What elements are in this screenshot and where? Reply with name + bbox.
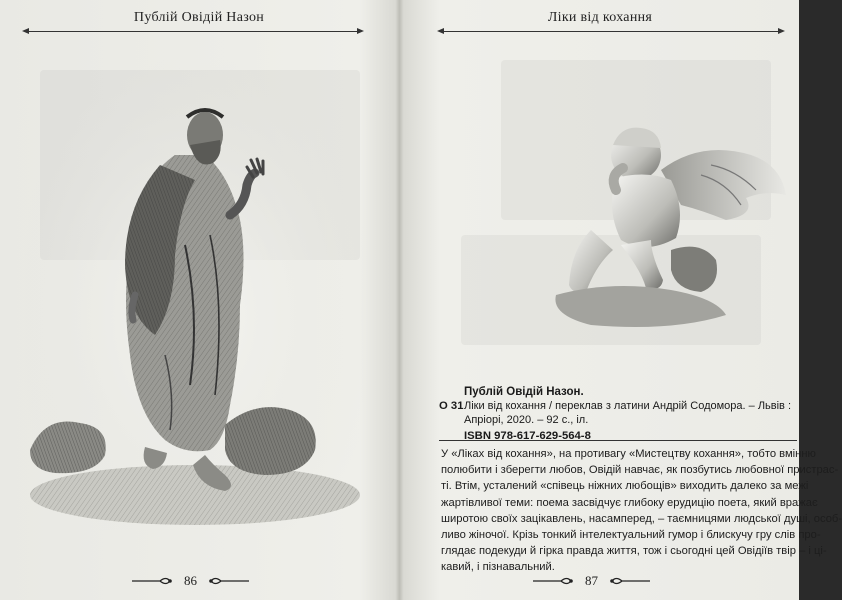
right-running-head: Ліки від кохання bbox=[547, 10, 653, 25]
ornament-right-icon bbox=[608, 576, 652, 586]
annotation-line: У «Ліках від кохання», на противагу «Мистецтву кохання», тобто вмінню bbox=[441, 448, 816, 460]
cip-bibliographic-line-continued: Апріорі, 2020. – 92 с., іл. bbox=[464, 414, 589, 426]
ovid-engraving-illustration bbox=[25, 55, 365, 530]
left-footer bbox=[130, 571, 251, 591]
cip-author-heading: Публій Овідій Назон. bbox=[464, 386, 584, 398]
cip-bibliographic-line: Ліки від кохання / переклав з латини Андрій Содомора. – Львів : bbox=[464, 400, 792, 412]
left-running-head: Публій Овідій Назон bbox=[133, 10, 265, 25]
annotation-line: широтою своїх зацікавлень, насамперед, – таємницями людської душі, особ- bbox=[441, 512, 842, 525]
annotation-paragraph bbox=[441, 446, 842, 576]
annotation-line: глядає подекуди й гірка правда життя, тож і сьогодні цей Овідіїв твір – і ці- bbox=[441, 545, 827, 558]
cip-catalog-code: О 31 bbox=[439, 400, 464, 412]
ornament-left-icon bbox=[130, 576, 174, 586]
annotation-line: жартівливої теми: поема засвідчує глибоку ерудицію поета, який вражає bbox=[441, 496, 818, 509]
annotation-line: кавий, і пізнавальний. bbox=[441, 561, 555, 574]
left-page bbox=[0, 0, 398, 600]
right-footer bbox=[531, 571, 652, 591]
annotation-line: ті. Втім, усталений «співець ніжних любощів» виходить далеко за межі bbox=[441, 480, 809, 493]
ornament-left-icon bbox=[531, 576, 575, 586]
right-header-rule bbox=[443, 31, 779, 32]
right-page-number: 87 bbox=[585, 573, 598, 588]
cip-isbn: ISBN 978-617-629-564-8 bbox=[464, 430, 591, 442]
right-page bbox=[401, 0, 842, 600]
annotation-line: ливо жіночої. Крізь тонкий інтелектуальний гумор і блискучу гру слів про- bbox=[441, 529, 821, 542]
left-header-rule bbox=[28, 31, 358, 32]
annotation-line: полюбити і зберегти любов, Овідій навчає, як позбутись любовної пристрас- bbox=[441, 464, 839, 477]
ornament-right-icon bbox=[207, 576, 251, 586]
left-page-number: 86 bbox=[184, 573, 197, 588]
cupid-statue-illustration bbox=[551, 120, 821, 335]
cip-divider bbox=[439, 440, 797, 441]
